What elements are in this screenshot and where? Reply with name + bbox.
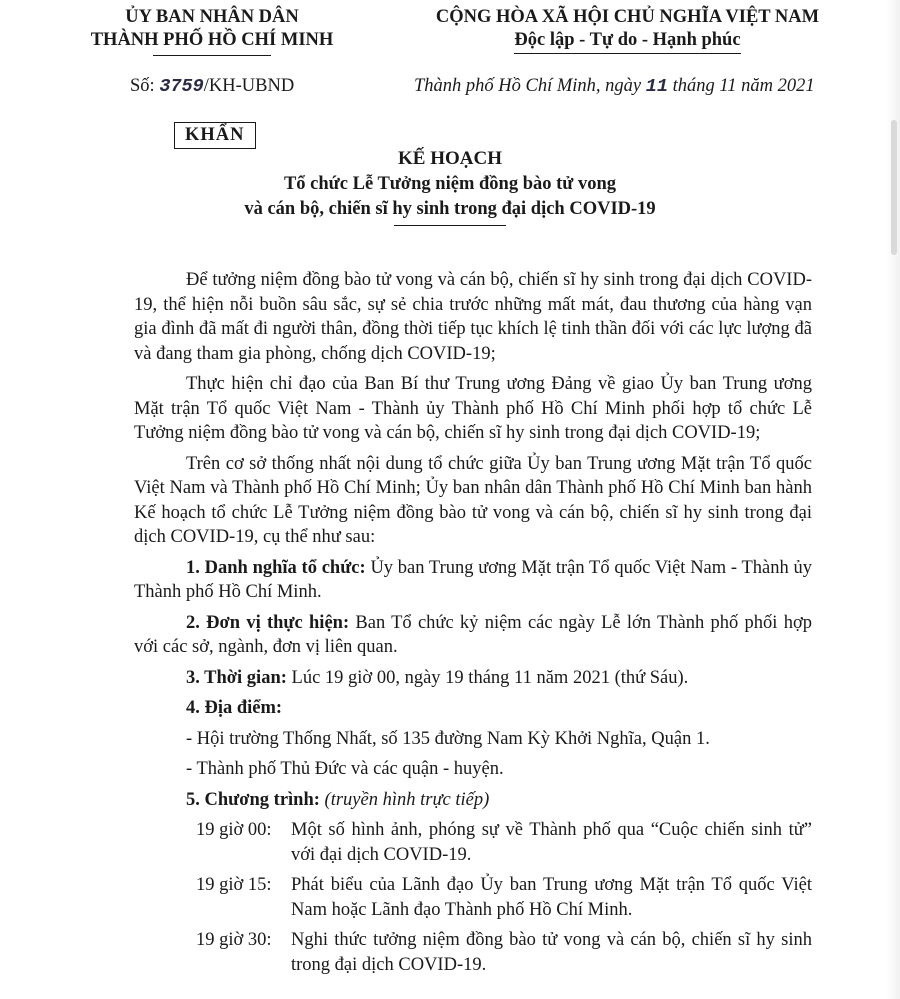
schedule-item bbox=[134, 873, 812, 922]
issuing-authority-line1: ỦY BAN NHÂN DÂN bbox=[125, 7, 299, 27]
location-item: - Hội trường Thống Nhất, số 135 đường Nam Kỳ Khởi Nghĩa, Quận 1. bbox=[186, 728, 710, 749]
national-header bbox=[400, 6, 855, 54]
schedule-time: 19 giờ 15: bbox=[196, 875, 272, 895]
schedule-time: 19 giờ 30: bbox=[196, 930, 272, 950]
section-location bbox=[134, 696, 812, 721]
title-line-1: Tổ chức Lễ Tưởng niệm đồng bào tử vong bbox=[283, 174, 617, 194]
document-title bbox=[150, 146, 750, 226]
document-number-value: 3759 bbox=[159, 76, 204, 97]
section-program bbox=[134, 788, 812, 813]
section-executor-text: Ban Tổ chức kỷ niệm các ngày Lễ lớn Thành phố phối hợp với các sở, ngành, đơn vị liên quan. bbox=[134, 612, 813, 657]
section-time-label: 3. Thời gian: bbox=[186, 667, 287, 688]
scrollbar-thumb[interactable] bbox=[891, 120, 897, 255]
section-organizer-text: Ủy ban Trung ương Mặt trận Tổ quốc Việt Nam - Thành ủy Thành phố Hồ Chí Minh. bbox=[134, 557, 813, 602]
schedule-item bbox=[134, 818, 812, 867]
issuing-authority bbox=[62, 6, 362, 56]
national-title: CỘNG HÒA XÃ HỘI CHỦ NGHĨA VIỆT NAM bbox=[435, 7, 820, 27]
document-number bbox=[130, 76, 294, 97]
section-organizer bbox=[134, 556, 812, 605]
location-item: - Thành phố Thủ Đức và các quận - huyện. bbox=[186, 759, 504, 779]
paragraph-directive: Thực hiện chỉ đạo của Ban Bí thư Trung ương Đảng về giao Ủy ban Trung ương Mặt trận Tổ quốc Việt Nam - Thành ủy Thành phố Hồ Chí Minh phối hợp tổ chức Lễ Tưởng niệm đồng bào tử vong và cán bộ, chiến sĩ hy sinh trong đại dịch COVID-19; bbox=[134, 374, 812, 443]
national-motto: Độc lập - Tự do - Hạnh phúc bbox=[514, 29, 740, 54]
authority-underline bbox=[153, 55, 271, 56]
section-program-note: (truyền hình trực tiếp) bbox=[324, 789, 490, 810]
schedule-description: Phát biểu của Lãnh đạo Ủy ban Trung ương Mặt trận Tổ quốc Việt Nam hoặc Lãnh đạo Thành phố Hồ Chí Minh. bbox=[291, 875, 812, 920]
section-program-label: 5. Chương trình: bbox=[186, 789, 320, 810]
schedule-description: Một số hình ảnh, phóng sự về Thành phố qua “Cuộc chiến sinh tử” với đại dịch COVID-19. bbox=[291, 820, 812, 865]
schedule-description: Nghi thức tưởng niệm đồng bào tử vong và cán bộ, chiến sĩ hy sinh trong đại dịch COVID-19. bbox=[291, 930, 812, 975]
schedule-item bbox=[134, 928, 812, 977]
issue-date-prefix: Thành phố Hồ Chí Minh, ngày bbox=[414, 76, 642, 96]
section-executor bbox=[134, 611, 812, 660]
issue-date bbox=[414, 76, 815, 97]
document-number-prefix: Số: bbox=[130, 76, 155, 96]
document-number-suffix: /KH-UBND bbox=[203, 76, 295, 96]
issuing-authority-line2: THÀNH PHỐ HỒ CHÍ MINH bbox=[90, 30, 334, 50]
section-time bbox=[134, 666, 812, 691]
section-organizer-label: 1. Danh nghĩa tổ chức: bbox=[186, 557, 366, 578]
section-location-label: 4. Địa điểm: bbox=[186, 698, 283, 718]
schedule-time: 19 giờ 00: bbox=[196, 820, 272, 840]
document-body bbox=[134, 268, 812, 983]
section-executor-label: 2. Đơn vị thực hiện: bbox=[186, 612, 350, 633]
paragraph-basis: Trên cơ sở thống nhất nội dung tổ chức giữa Ủy ban Trung ương Mặt trận Tổ quốc Việt Nam và Thành phố Hồ Chí Minh; Ủy ban nhân dân Thành phố Hồ Chí Minh ban hành Kế hoạch tổ chức Lễ Tưởng niệm đồng bào tử vong và cán bộ, chiến sĩ hy sinh trong đại dịch COVID-19, cụ thể như sau: bbox=[134, 453, 812, 547]
title-line-2: và cán bộ, chiến sĩ hy sinh trong đại dịch COVID-19 bbox=[244, 199, 656, 219]
paragraph-purpose: Để tưởng niệm đồng bào tử vong và cán bộ, chiến sĩ hy sinh trong đại dịch COVID-19, thể hiện nỗi buồn sâu sắc, sự sẻ chia trước những mất mát, đau thương của hàng vạn gia đình đã mất đi người thân, đồng thời tiếp tục khích lệ tinh thần đối với các lực lượng đã và đang tham gia phòng, chống dịch COVID-19; bbox=[134, 270, 812, 364]
title-underline bbox=[394, 225, 506, 226]
issue-date-day: 11 bbox=[645, 76, 668, 97]
section-time-text: Lúc 19 giờ 00, ngày 19 tháng 11 năm 2021 (thứ Sáu). bbox=[291, 667, 689, 688]
title-main: KẾ HOẠCH bbox=[398, 148, 502, 169]
urgency-stamp: KHẨN bbox=[174, 122, 256, 149]
issue-date-suffix: tháng 11 năm 2021 bbox=[672, 76, 815, 96]
